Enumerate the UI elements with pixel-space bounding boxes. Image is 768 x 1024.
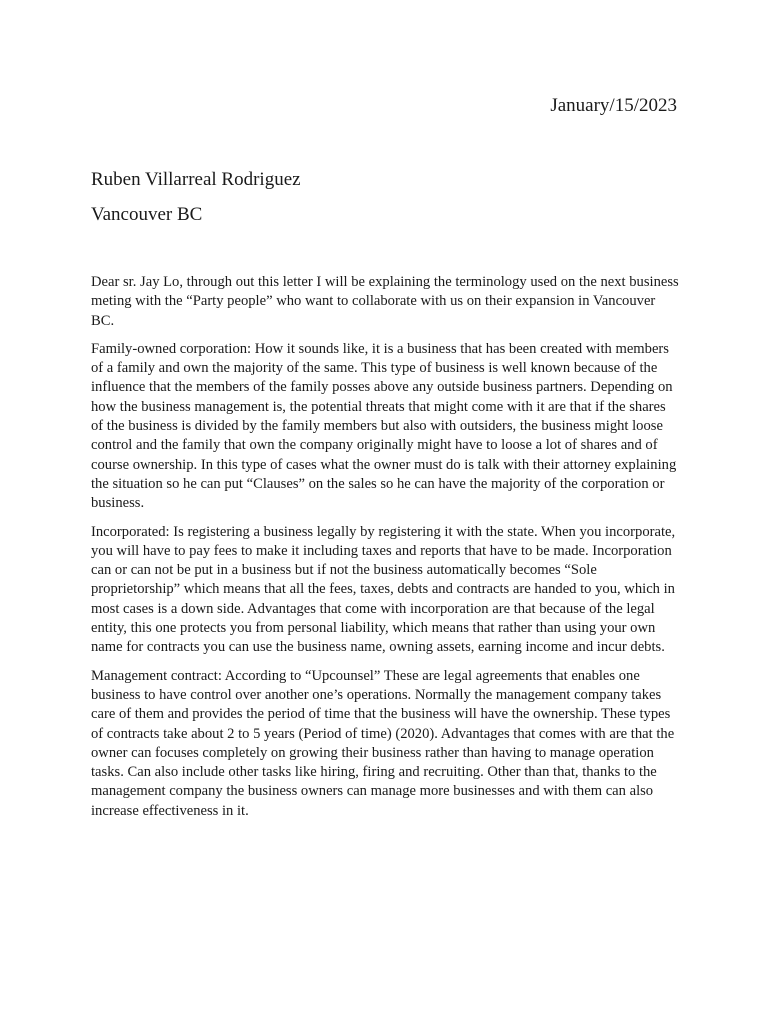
sender-name: Ruben Villarreal Rodriguez [91, 169, 301, 190]
paragraph-incorporated: Incorporated: Is registering a business legally by registering it with the state. When you incorporate, you will have to pay fees to make it including taxes and reports that have to be made. Incorporation can or can not be put in a business but if not the business automatically becomes “Sole proprietorship” which means that all the fees, taxes, debts and contracts are handed to you, which in most cases is a down side. Advantages that come with incorporation are that because of the legal entity, this one protects you from personal liability, which means that rather than using your own name for contracts you can use the business name, owning assets, earning income and incur debts. [91, 523, 676, 656]
letter-date: January/15/2023 [550, 95, 677, 116]
paragraph-management-contract: Management contract: According to “Upcounsel” These are legal agreements that enables one business to have control over another one’s operations. Normally the management company takes care of them and provides the period of time that the business will have the ownership. These types of contracts take about 2 to 5 years (Period of time) (2020). Advantages that comes with are that the owner can focuses completely on growing their business rather than having to manage operation tasks. Can also include other tasks like hiring, firing and recruiting. Other than that, thanks to the management company the business owners can manage more businesses and with them can also increase effectiveness in it. [91, 667, 675, 819]
paragraph-greeting: Dear sr. Jay Lo, through out this letter I will be explaining the terminology used on the next business meting with the “Party people” who want to collaborate with us on their expansion in Vancouver BC. [91, 274, 679, 329]
sender-location: Vancouver BC [91, 204, 203, 225]
letter-body [91, 273, 679, 830]
paragraph-family-owned-corporation: Family-owned corporation: How it sounds like, it is a business that has been created with members of a family and own the majority of the same. This type of business is well known because of the influence that the members of the family posses above any outside business partners. Depending on how the business management is, the potential threats that might come with it are that if the shares of the business is divided by the family members but also with outsiders, the business might loose control and the family that own the company originally might have to loose a lot of shares and of course ownership. In this type of cases what the owner must do is talk with their attorney explaining the situation so he can put “Clauses” on the sales so he can have the majority of the corporation or business. [91, 340, 677, 512]
